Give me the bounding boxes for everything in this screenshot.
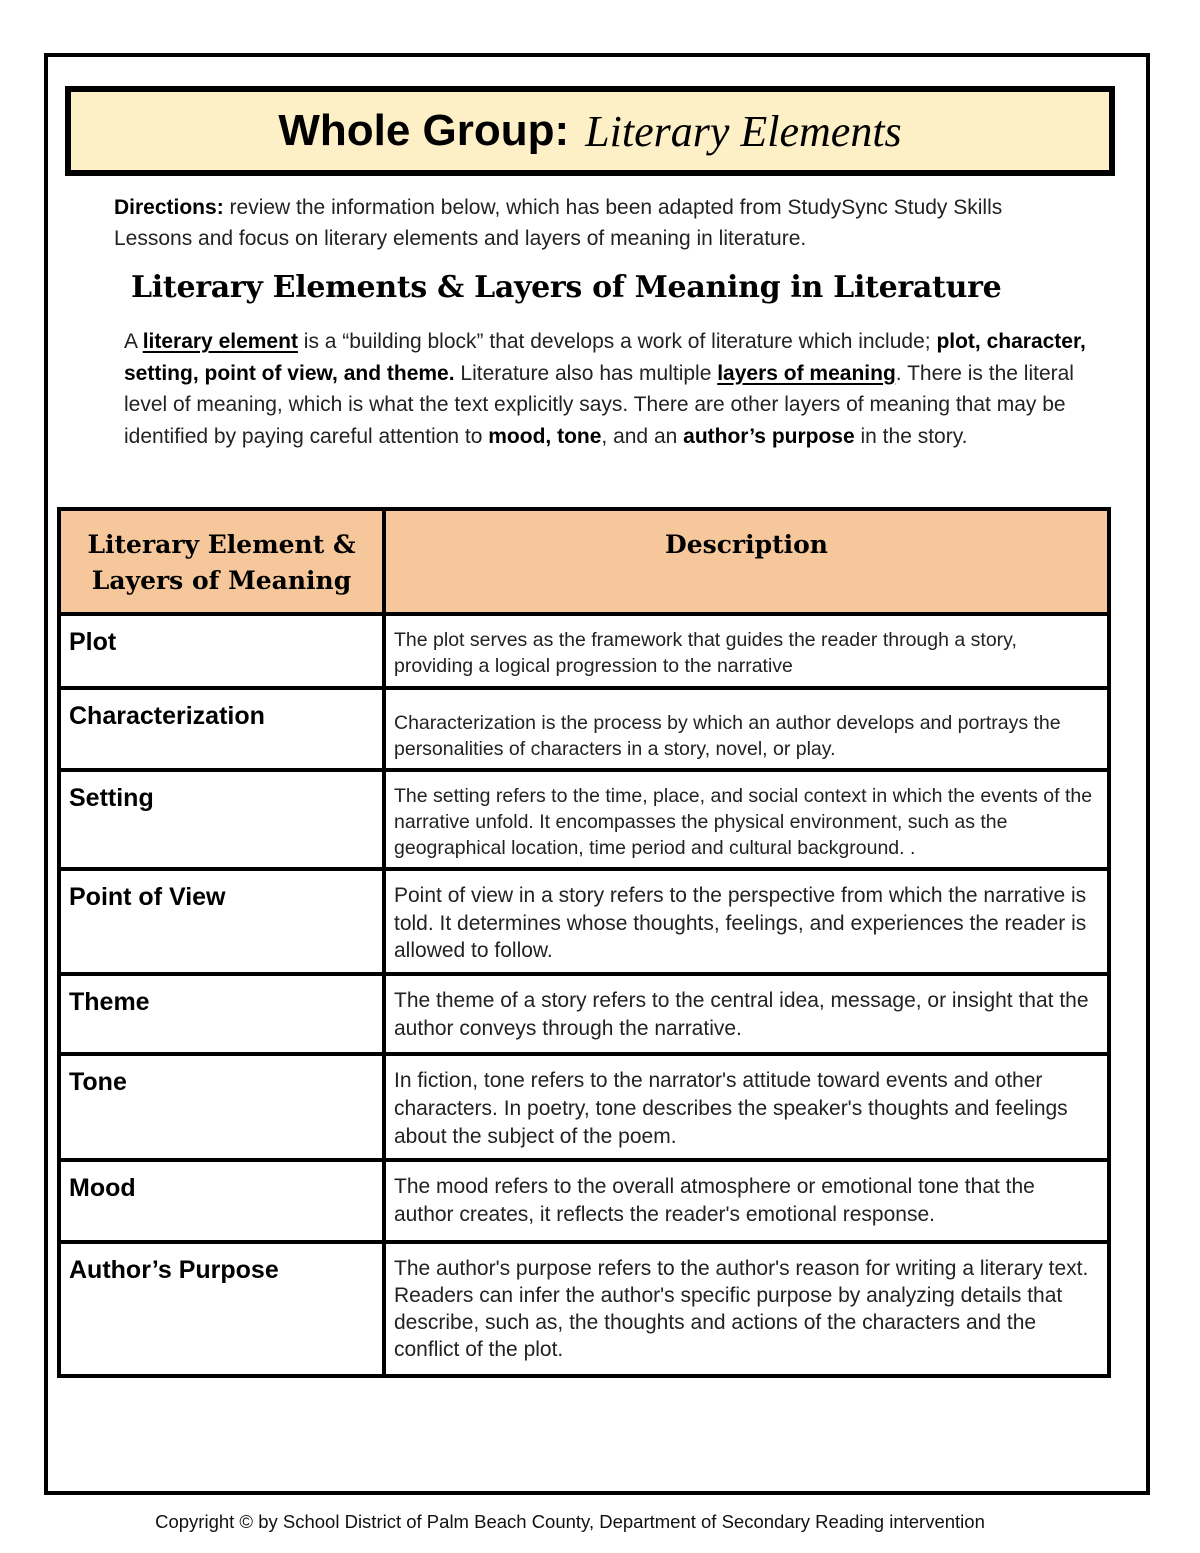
row-description: The setting refers to the time, place, and social context in which the events of the narrative unfold. It encompasses the physical environment, such as the geographical location, time period and cultural background. . xyxy=(384,770,1109,869)
row-term: Plot xyxy=(59,614,384,688)
table-row xyxy=(59,1242,1109,1376)
intro-text: in the story. xyxy=(854,424,968,448)
intro-text: Literature also has multiple xyxy=(454,361,718,385)
intro-paragraph xyxy=(124,326,1099,452)
section-heading: Literary Elements & Layers of Meaning in Literature xyxy=(131,270,1002,305)
row-description: Characterization is the process by which an author develops and portrays the personalities of characters in a story, novel, or play. xyxy=(384,688,1109,770)
title-italic: Literary Elements xyxy=(585,106,902,156)
header-description: Description xyxy=(384,509,1109,614)
copyright-footer: Copyright © by School District of Palm Beach County, Department of Secondary Reading intervention xyxy=(155,1511,985,1532)
title-banner xyxy=(65,86,1115,176)
table-row xyxy=(59,869,1109,974)
row-description: In fiction, tone refers to the narrator's attitude toward events and other characters. In poetry, tone describes the speaker's thoughts and feelings about the subject of the poem. xyxy=(384,1054,1109,1160)
intro-text: is a “building block” that develops a work of literature which include; xyxy=(297,330,937,353)
directions-text xyxy=(114,192,1074,254)
table-row xyxy=(59,614,1109,688)
table-row xyxy=(59,1054,1109,1160)
intro-mood-tone: mood, tone xyxy=(488,424,602,448)
literary-elements-table xyxy=(57,507,1111,1378)
row-term: Characterization xyxy=(59,688,384,770)
intro-elements-list: plot, character, setting, point of view, and theme. xyxy=(124,330,1086,385)
table-row xyxy=(59,974,1109,1054)
row-term: Author’s Purpose xyxy=(59,1242,384,1376)
row-description: The author's purpose refers to the author's reason for writing a literary text. Readers can infer the author's specific purpose by analyzing details that describe, such as, the thoughts and actions of the characters and the conflict of the plot. xyxy=(384,1242,1109,1376)
row-term: Setting xyxy=(59,770,384,869)
row-term: Tone xyxy=(59,1054,384,1160)
table-row xyxy=(59,688,1109,770)
intro-term-layers-of-meaning: layers of meaning xyxy=(717,361,896,385)
directions-label: Directions: xyxy=(114,196,224,219)
row-term: Point of View xyxy=(59,869,384,974)
header-element: Literary Element & Layers of Meaning xyxy=(59,509,384,614)
table-header-row xyxy=(59,509,1109,614)
intro-text: . There is the literal level of meaning, which is what the text explicitly says. There are other layers of meaning that may be identified by paying careful attention to xyxy=(124,361,1074,448)
intro-term-literary-element: literary element xyxy=(142,330,298,353)
row-description: The plot serves as the framework that guides the reader through a story, providing a logical progression to the narrative xyxy=(384,614,1109,688)
table-row xyxy=(59,1160,1109,1242)
intro-text: A xyxy=(124,330,143,353)
intro-authors-purpose: author’s purpose xyxy=(683,424,855,448)
row-description: The theme of a story refers to the central idea, message, or insight that the author conveys through the narrative. xyxy=(384,974,1109,1054)
title-main: Whole Group: xyxy=(278,106,570,155)
row-description: The mood refers to the overall atmosphere or emotional tone that the author creates, it reflects the reader's emotional response. xyxy=(384,1160,1109,1242)
row-term: Theme xyxy=(59,974,384,1054)
row-description: Point of view in a story refers to the perspective from which the narrative is told. It determines whose thoughts, feelings, and experiences the reader is allowed to follow. xyxy=(384,869,1109,974)
table-row xyxy=(59,770,1109,869)
directions-body: review the information below, which has been adapted from StudySync Study Skills Lessons and focus on literary elements and layers of meaning in literature. xyxy=(114,196,1003,250)
row-term: Mood xyxy=(59,1160,384,1242)
intro-text: , and an xyxy=(601,424,684,448)
